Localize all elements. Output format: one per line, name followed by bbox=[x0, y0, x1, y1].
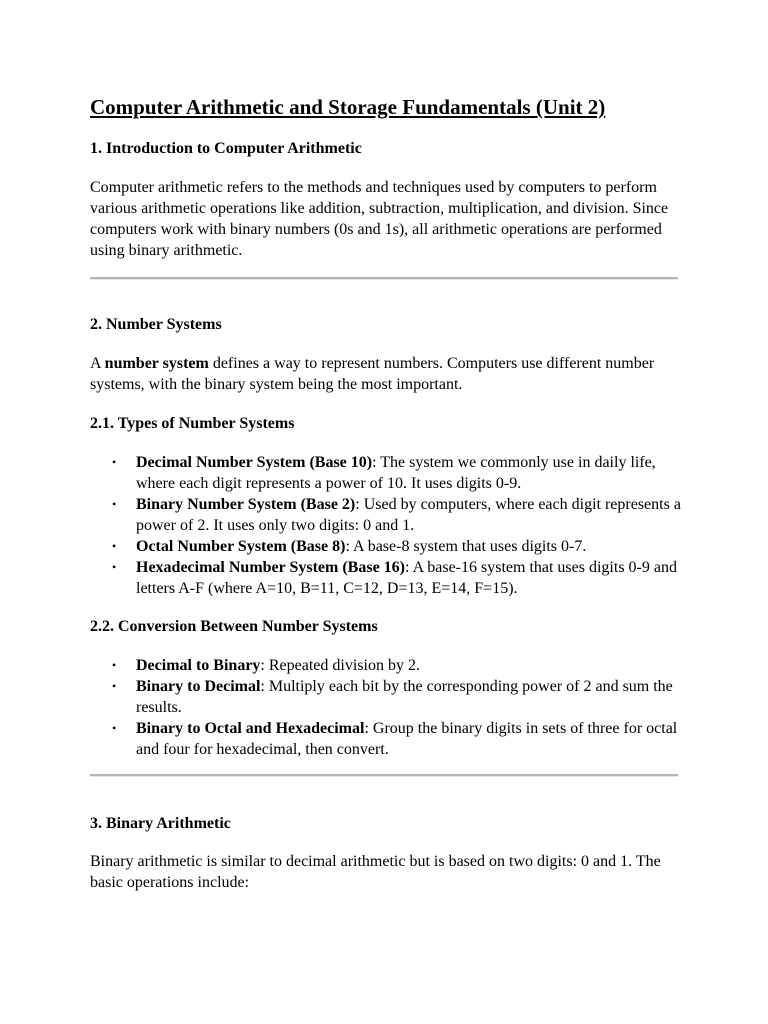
bullet-icon: • bbox=[112, 455, 117, 469]
list-item-text: : A base-8 system that uses digits 0-7. bbox=[345, 538, 587, 555]
section-2-intro bbox=[90, 353, 682, 395]
subsection-2-2-heading: 2.2. Conversion Between Number Systems bbox=[90, 618, 378, 635]
list-item bbox=[90, 655, 682, 676]
list-item bbox=[90, 557, 682, 599]
number-systems-list bbox=[90, 452, 682, 599]
document-title: Computer Arithmetic and Storage Fundamentals (Unit 2) bbox=[90, 95, 606, 119]
bullet-icon: • bbox=[112, 497, 117, 511]
bullet-icon: • bbox=[112, 658, 117, 672]
conversion-list bbox=[90, 655, 682, 760]
list-item-text: : Used by computers, where each digit represents a power of 2. It uses only two digits: 0 and 1. bbox=[136, 496, 681, 534]
horizontal-divider bbox=[90, 277, 678, 280]
list-item-term: Octal Number System (Base 8) bbox=[136, 538, 346, 555]
subsection-2-1-heading: 2.1. Types of Number Systems bbox=[90, 415, 295, 432]
list-item-text: : Repeated division by 2. bbox=[260, 657, 420, 674]
intro-text-post: defines a way to represent numbers. Computers use different number systems, with the binary system being the most important. bbox=[90, 355, 655, 393]
list-item-text: : A base-16 system that uses digits 0-9 and letters A-F (where A=10, B=11, C=12, D=13, E=14, F=15). bbox=[136, 559, 677, 597]
list-item-term: Decimal to Binary bbox=[136, 657, 261, 674]
list-item-term: Binary to Decimal bbox=[136, 678, 261, 695]
list-item bbox=[90, 494, 682, 536]
bullet-icon: • bbox=[112, 560, 117, 574]
list-item-term: Binary to Octal and Hexadecimal bbox=[136, 720, 365, 737]
list-item-text: : Group the binary digits in sets of three for octal and four for hexadecimal, then convert. bbox=[136, 720, 678, 758]
list-item bbox=[90, 452, 682, 494]
bullet-icon: • bbox=[112, 721, 117, 735]
list-item-term: Binary Number System (Base 2) bbox=[136, 496, 356, 513]
bullet-icon: • bbox=[112, 539, 117, 553]
list-item bbox=[90, 536, 682, 557]
section-1-paragraph: Computer arithmetic refers to the methods and techniques used by computers to perform various arithmetic operations like addition, subtraction, multiplication, and division. Since computers work with binary numbers (0s and 1s), all arithmetic operations are performed using binary arithmetic. bbox=[90, 179, 669, 259]
list-item-text: : The system we commonly use in daily life, where each digit represents a power of 10. It uses digits 0-9. bbox=[136, 454, 656, 492]
intro-text-pre: A bbox=[90, 355, 105, 372]
bullet-icon: • bbox=[112, 679, 117, 693]
horizontal-divider bbox=[90, 774, 678, 777]
section-3-paragraph: Binary arithmetic is similar to decimal arithmetic but is based on two digits: 0 and 1. The basic operations include: bbox=[90, 853, 661, 891]
list-item bbox=[90, 718, 682, 760]
section-2-heading: 2. Number Systems bbox=[90, 316, 222, 333]
section-3-heading: 3. Binary Arithmetic bbox=[90, 815, 231, 832]
list-item-text: : Multiply each bit by the corresponding power of 2 and sum the results. bbox=[136, 678, 673, 716]
list-item bbox=[90, 676, 682, 718]
list-item-term: Decimal Number System (Base 10) bbox=[136, 454, 373, 471]
list-item-term: Hexadecimal Number System (Base 16) bbox=[136, 559, 405, 576]
section-1-heading: 1. Introduction to Computer Arithmetic bbox=[90, 140, 362, 157]
intro-bold-term: number system bbox=[104, 355, 209, 372]
